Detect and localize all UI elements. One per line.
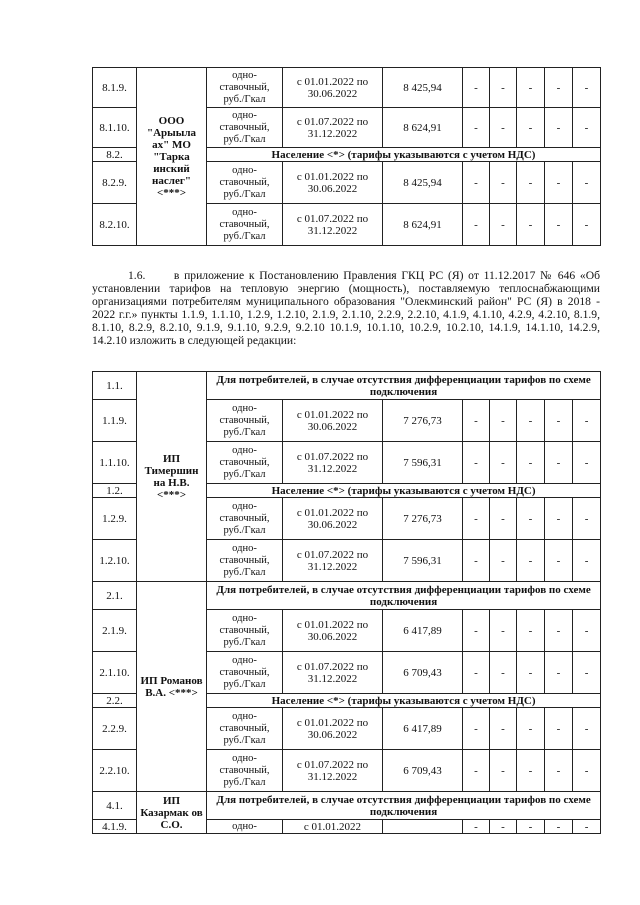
tariff-type: одно-ставочный, руб./Гкал (207, 68, 283, 108)
tariff-period: с 01.07.2022 по 31.12.2022 (283, 204, 383, 246)
row-number: 2.2.10. (93, 750, 137, 792)
empty-cell: - (490, 610, 517, 652)
table-row (93, 582, 601, 610)
row-number: 2.1.10. (93, 652, 137, 694)
empty-cell: - (463, 820, 490, 834)
tariff-table-main (92, 371, 601, 834)
empty-cell: - (490, 162, 517, 204)
empty-cell: - (517, 540, 545, 582)
tariff-value: 6 417,89 (383, 610, 463, 652)
row-number: 8.1.9. (93, 68, 137, 108)
table-row (93, 68, 601, 108)
empty-cell: - (573, 204, 601, 246)
empty-cell: - (490, 400, 517, 442)
tariff-type: одно-ставочный, руб./Гкал (207, 400, 283, 442)
section-header: Население <*> (тарифы указываются с учетом НДС) (207, 484, 601, 498)
section-header: Для потребителей, в случае отсутствия дифференциации тарифов по схеме подключения (207, 372, 601, 400)
table-row (93, 372, 601, 400)
empty-cell: - (463, 498, 490, 540)
section-header: Население <*> (тарифы указываются с учетом НДС) (207, 148, 601, 162)
table-row (93, 792, 601, 820)
row-number: 2.2.9. (93, 708, 137, 750)
tariff-period: с 01.01.2022 по 30.06.2022 (283, 400, 383, 442)
empty-cell: - (545, 820, 573, 834)
empty-cell: - (463, 68, 490, 108)
empty-cell: - (573, 442, 601, 484)
empty-cell: - (490, 204, 517, 246)
empty-cell: - (517, 610, 545, 652)
tariff-type: одно-ставочный, руб./Гкал (207, 652, 283, 694)
empty-cell: - (463, 708, 490, 750)
empty-cell: - (545, 540, 573, 582)
tariff-value: 8 425,94 (383, 68, 463, 108)
empty-cell: - (545, 108, 573, 148)
empty-cell: - (517, 442, 545, 484)
tariff-period: с 01.07.2022 по 31.12.2022 (283, 442, 383, 484)
empty-cell: - (517, 162, 545, 204)
row-number: 1.2.9. (93, 498, 137, 540)
tariff-period: с 01.07.2022 по 31.12.2022 (283, 540, 383, 582)
tariff-period: с 01.01.2022 по 30.06.2022 (283, 708, 383, 750)
empty-cell: - (490, 442, 517, 484)
empty-cell: - (573, 498, 601, 540)
empty-cell: - (573, 108, 601, 148)
empty-cell: - (545, 442, 573, 484)
tariff-period: с 01.07.2022 по 31.12.2022 (283, 108, 383, 148)
empty-cell: - (517, 204, 545, 246)
empty-cell: - (545, 400, 573, 442)
row-number: 1.1.9. (93, 400, 137, 442)
empty-cell: - (490, 750, 517, 792)
empty-cell: - (517, 750, 545, 792)
organization-name: ИП Казармак ов С.О. (137, 792, 207, 834)
empty-cell: - (490, 820, 517, 834)
empty-cell: - (463, 750, 490, 792)
empty-cell: - (490, 708, 517, 750)
empty-cell: - (463, 108, 490, 148)
amendment-paragraph: 1.6. в приложение к Постановлению Правления ГКЦ РС (Я) от 11.12.2017 № 646 «Об установлении тарифов на тепловую энергию (мощность), поставляемую теплоснабжающими организациями потребителям муниципального образования "Олекминский район" РС (Я) в 2018 - 2022 г.г.» пункты 1.1.9, 1.1.10, 1.2.9, 1.2.10, 2.1.9, 2.1.10, 2.2.9, 2.2.10, 4.1.9, 4.1.10, 4.2.9, 4.2.10, 8.1.9, 8.1.10, 8.2.9, 8.2.10, 9.1.9, 9.1.10, 9.2.9, 9.2.10 10.1.9, 10.1.10, 10.2.9, 10.2.10, 14.1.9, 14.1.10, 14.2.9, 14.2.10 изложить в следующей редакции: (92, 269, 600, 347)
tariff-value: 8 624,91 (383, 108, 463, 148)
row-number: 8.2.9. (93, 162, 137, 204)
organization-name: ИП Романов В.А. <***> (137, 582, 207, 792)
tariff-value (383, 820, 463, 834)
tariff-period: с 01.01.2022 по 30.06.2022 (283, 498, 383, 540)
tariff-value: 8 624,91 (383, 204, 463, 246)
row-number: 4.1. (93, 792, 137, 820)
empty-cell: - (573, 610, 601, 652)
row-number: 2.1. (93, 582, 137, 610)
empty-cell: - (545, 708, 573, 750)
empty-cell: - (573, 68, 601, 108)
section-header: Для потребителей, в случае отсутствия дифференциации тарифов по схеме подключения (207, 582, 601, 610)
empty-cell: - (573, 820, 601, 834)
organization-name: ИП Тимершин на Н.В. <***> (137, 372, 207, 582)
empty-cell: - (573, 540, 601, 582)
empty-cell: - (573, 708, 601, 750)
empty-cell: - (490, 498, 517, 540)
tariff-period: с 01.01.2022 (283, 820, 383, 834)
row-number: 1.2. (93, 484, 137, 498)
empty-cell: - (463, 540, 490, 582)
empty-cell: - (517, 820, 545, 834)
tariff-value: 6 417,89 (383, 708, 463, 750)
tariff-type: одно-ставочный, руб./Гкал (207, 540, 283, 582)
tariff-type: одно-ставочный, руб./Гкал (207, 750, 283, 792)
tariff-value: 6 709,43 (383, 750, 463, 792)
tariff-period: с 01.07.2022 по 31.12.2022 (283, 652, 383, 694)
tariff-table-top (92, 67, 601, 246)
tariff-type: одно- (207, 820, 283, 834)
empty-cell: - (463, 162, 490, 204)
empty-cell: - (545, 68, 573, 108)
empty-cell: - (517, 652, 545, 694)
empty-cell: - (573, 652, 601, 694)
tariff-period: с 01.01.2022 по 30.06.2022 (283, 162, 383, 204)
tariff-value: 7 276,73 (383, 400, 463, 442)
tariff-value: 7 596,31 (383, 540, 463, 582)
empty-cell: - (517, 708, 545, 750)
row-number: 1.2.10. (93, 540, 137, 582)
tariff-type: одно-ставочный, руб./Гкал (207, 108, 283, 148)
empty-cell: - (517, 68, 545, 108)
empty-cell: - (545, 204, 573, 246)
empty-cell: - (573, 750, 601, 792)
empty-cell: - (517, 498, 545, 540)
tariff-type: одно-ставочный, руб./Гкал (207, 498, 283, 540)
empty-cell: - (490, 652, 517, 694)
organization-name: ООО "Арыыла ах" МО "Тарка инский наслег" <***> (137, 68, 207, 246)
empty-cell: - (545, 610, 573, 652)
tariff-value: 8 425,94 (383, 162, 463, 204)
empty-cell: - (463, 204, 490, 246)
row-number: 1.1. (93, 372, 137, 400)
row-number: 4.1.9. (93, 820, 137, 834)
empty-cell: - (517, 108, 545, 148)
empty-cell: - (463, 652, 490, 694)
tariff-period: с 01.07.2022 по 31.12.2022 (283, 750, 383, 792)
empty-cell: - (517, 400, 545, 442)
empty-cell: - (463, 442, 490, 484)
tariff-type: одно-ставочный, руб./Гкал (207, 204, 283, 246)
tariff-period: с 01.01.2022 по 30.06.2022 (283, 68, 383, 108)
tariff-type: одно-ставочный, руб./Гкал (207, 610, 283, 652)
tariff-type: одно-ставочный, руб./Гкал (207, 708, 283, 750)
empty-cell: - (545, 652, 573, 694)
row-number: 2.2. (93, 694, 137, 708)
tariff-type: одно-ставочный, руб./Гкал (207, 162, 283, 204)
row-number: 8.2.10. (93, 204, 137, 246)
row-number: 1.1.10. (93, 442, 137, 484)
tariff-value: 6 709,43 (383, 652, 463, 694)
empty-cell: - (573, 400, 601, 442)
tariff-period: с 01.01.2022 по 30.06.2022 (283, 610, 383, 652)
empty-cell: - (463, 610, 490, 652)
empty-cell: - (545, 162, 573, 204)
section-header: Население <*> (тарифы указываются с учетом НДС) (207, 694, 601, 708)
empty-cell: - (545, 498, 573, 540)
row-number: 2.1.9. (93, 610, 137, 652)
empty-cell: - (573, 162, 601, 204)
tariff-value: 7 596,31 (383, 442, 463, 484)
row-number: 8.1.10. (93, 108, 137, 148)
row-number: 8.2. (93, 148, 137, 162)
empty-cell: - (490, 540, 517, 582)
empty-cell: - (463, 400, 490, 442)
tariff-value: 7 276,73 (383, 498, 463, 540)
empty-cell: - (490, 108, 517, 148)
section-header: Для потребителей, в случае отсутствия дифференциации тарифов по схеме подключения (207, 792, 601, 820)
tariff-type: одно-ставочный, руб./Гкал (207, 442, 283, 484)
empty-cell: - (545, 750, 573, 792)
empty-cell: - (490, 68, 517, 108)
